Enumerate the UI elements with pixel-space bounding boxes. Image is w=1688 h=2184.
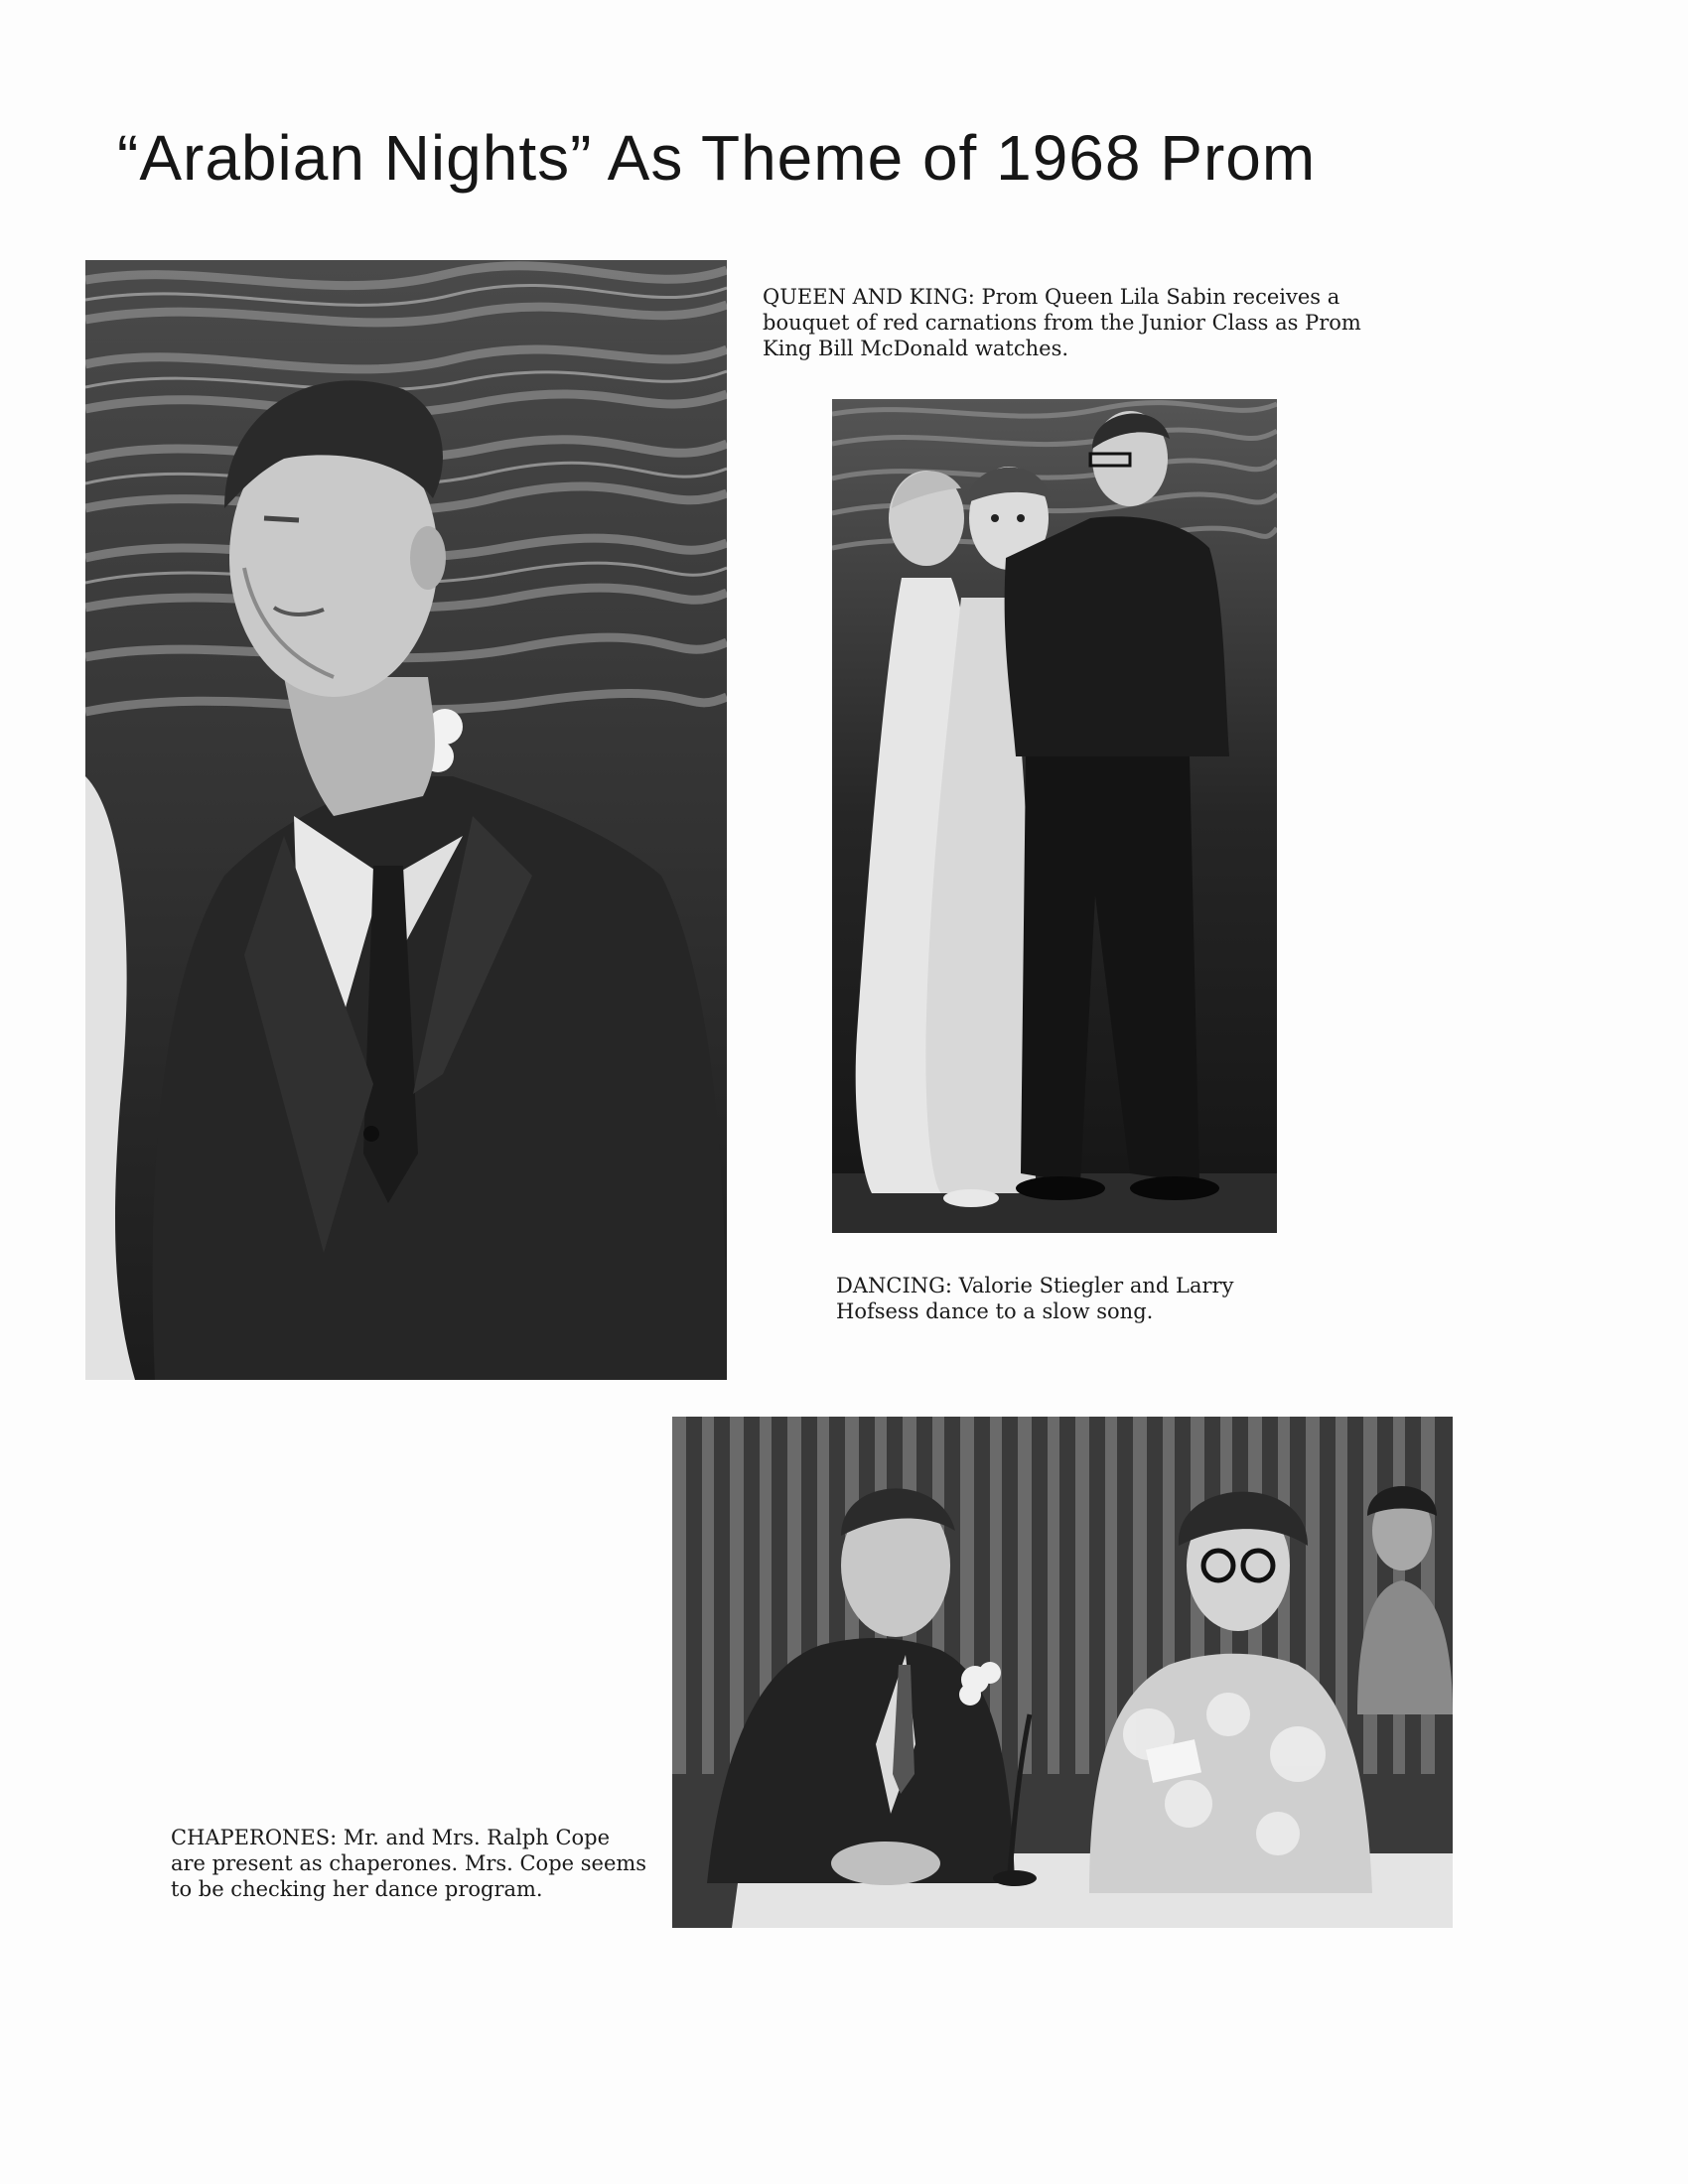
chaperones-caption: CHAPERONES: Mr. and Mrs. Ralph Cope are present as chaperones. Mrs. Cope seems to be checking her dance program.: [171, 1826, 647, 1901]
dancing-caption: DANCING: Valorie Stiegler and Larry Hofsess dance to a slow song.: [836, 1274, 1234, 1323]
prom-king-photo: [85, 260, 727, 1380]
page-title: “Arabian Nights” As Theme of 1968 Prom: [117, 122, 1317, 194]
dancing-photo: [832, 399, 1277, 1233]
chaperones-photo: [672, 1417, 1453, 1928]
queen-and-king-caption: QUEEN AND KING: Prom Queen Lila Sabin receives a bouquet of red carnations from the Junior Class as Prom King Bill McDonald watches.: [763, 285, 1361, 360]
chaperones-photo-image: [672, 1417, 1453, 1928]
dancing-photo-image: [832, 399, 1277, 1233]
prom-king-photo-image: [85, 260, 727, 1380]
